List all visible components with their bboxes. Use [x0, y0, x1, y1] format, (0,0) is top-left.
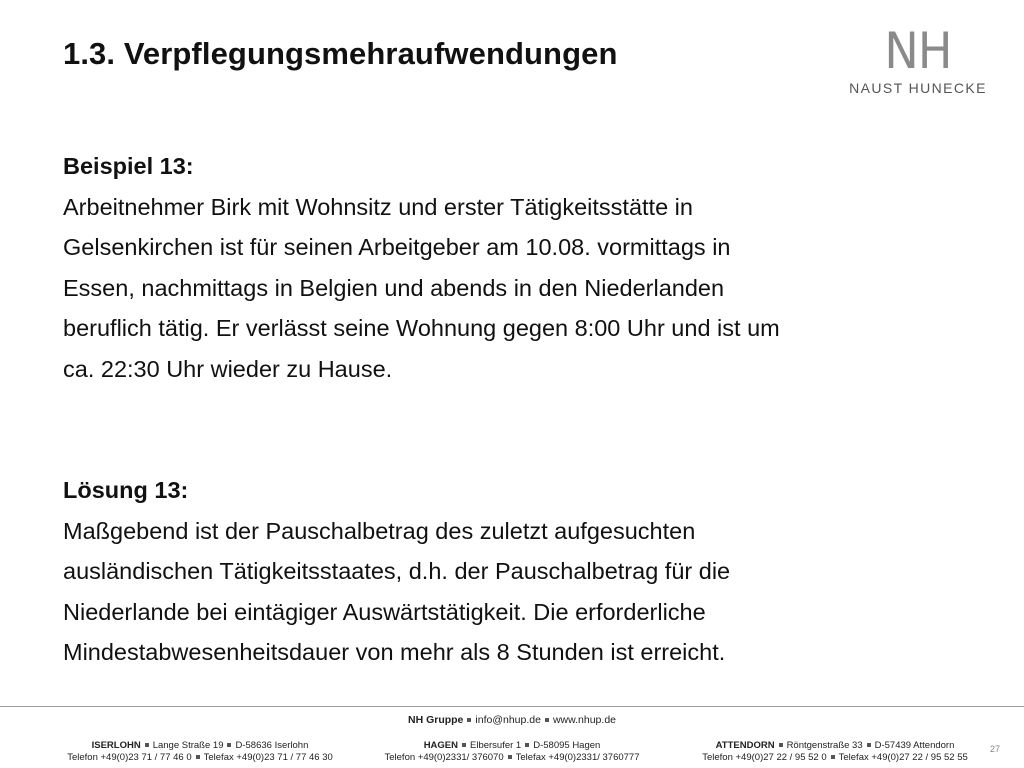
solution-heading: Lösung 13:	[63, 477, 189, 503]
office-city: HAGEN	[423, 740, 458, 751]
office-zip-city: D-58095 Hagen	[533, 740, 601, 751]
example-heading: Beispiel 13:	[63, 153, 194, 179]
example-line: ca. 22:30 Uhr wieder zu Hause.	[63, 355, 393, 382]
separator-square-icon	[867, 743, 871, 747]
office-city: ATTENDORN	[715, 740, 775, 751]
solution-line: Maßgebend ist der Pauschalbetrag des zuletzt aufgesuchten	[63, 517, 696, 544]
office-fax: Telefax +49(0)2331/ 3760777	[515, 752, 640, 763]
example-line: Arbeitnehmer Birk mit Wohnsitz und erster Tätigkeitsstätte in	[63, 193, 693, 220]
office-phone: Telefon +49(0)27 22 / 95 52 0	[702, 752, 827, 763]
office-fax: Telefax +49(0)27 22 / 95 52 55	[838, 752, 968, 763]
page-number: 27	[989, 744, 1000, 754]
office-zip-city: D-57439 Attendorn	[874, 740, 955, 751]
separator-square-icon	[508, 755, 512, 759]
separator-square-icon	[467, 718, 471, 722]
logo-name: NAUST HUNECKE	[849, 80, 987, 96]
office-street: Röntgenstraße 33	[786, 740, 863, 751]
footer-office-hagen	[352, 740, 672, 764]
example-line: beruflich tätig. Er verlässt seine Wohnung gegen 8:00 Uhr und ist um	[63, 315, 780, 341]
company-logo	[838, 24, 998, 96]
footer-divider	[0, 706, 1024, 707]
office-street: Lange Straße 19	[152, 740, 224, 751]
separator-square-icon	[462, 743, 466, 747]
slide-content	[63, 146, 963, 673]
separator-square-icon	[145, 743, 149, 747]
footer-email[interactable]: info@nhup.de	[475, 714, 541, 726]
separator-square-icon	[779, 743, 783, 747]
separator-square-icon	[525, 743, 529, 747]
footer-group-name: NH Gruppe	[407, 714, 464, 726]
slide-title: 1.3. Verpflegungsmehraufwendungen	[63, 36, 618, 71]
office-fax: Telefax +49(0)23 71 / 77 46 30	[203, 752, 333, 763]
footer-contact	[0, 714, 1024, 726]
logo-mark: NH	[884, 22, 952, 80]
footer-office-attendorn	[675, 740, 995, 764]
separator-square-icon	[831, 755, 835, 759]
footer-website[interactable]: www.nhup.de	[552, 714, 616, 726]
solution-line: Niederlande bei eintägiger Auswärtstätigkeit. Die erforderliche	[63, 598, 706, 625]
office-phone: Telefon +49(0)23 71 / 77 46 0	[67, 752, 192, 763]
section-spacer	[63, 389, 963, 470]
separator-square-icon	[227, 743, 231, 747]
separator-square-icon	[545, 718, 549, 722]
example-line: Gelsenkirchen ist für seinen Arbeitgeber am 10.08. vormittags in	[63, 234, 731, 260]
solution-line: ausländischen Tätigkeitsstaates, d.h. der Pauschalbetrag für die	[63, 558, 731, 584]
office-city: ISERLOHN	[91, 740, 141, 751]
footer-office-iserlohn	[40, 740, 360, 764]
example-line: Essen, nachmittags in Belgien und abends in den Niederlanden	[63, 274, 725, 301]
office-zip-city: D-58636 Iserlohn	[235, 740, 309, 751]
solution-line: Mindestabwesenheitsdauer von mehr als 8 Stunden ist erreicht.	[63, 639, 726, 665]
office-phone: Telefon +49(0)2331/ 376070	[384, 752, 504, 763]
separator-square-icon	[196, 755, 200, 759]
office-street: Elbersufer 1	[470, 740, 522, 751]
